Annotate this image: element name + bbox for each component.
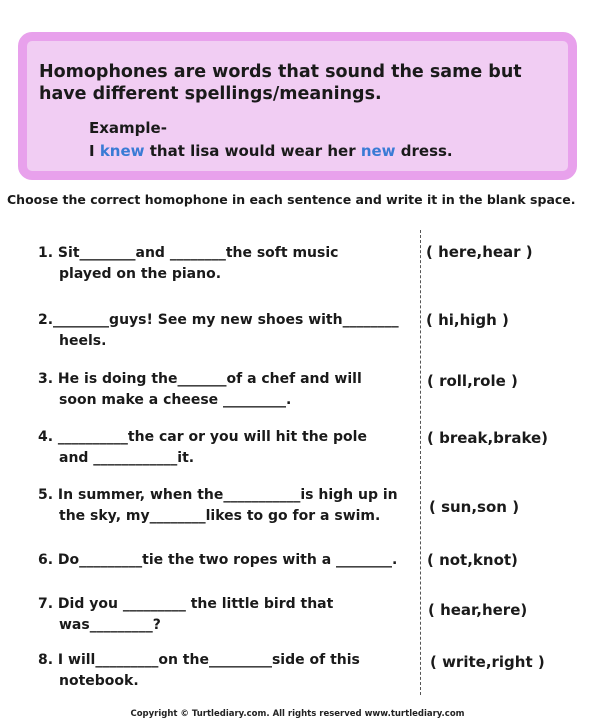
question-line-2: notebook.	[59, 673, 139, 689]
example-pre: I	[89, 142, 100, 160]
question-line-1: 8. I will_________on the_________side of this	[38, 652, 360, 668]
example-label: Example-	[89, 119, 167, 137]
footer-copyright: Copyright © Turtlediary.com. All rights reserved www.turtlediary.com	[130, 709, 465, 719]
example-word-new: new	[360, 142, 396, 160]
question-line-1: 2.________guys! See my new shoes with________	[38, 312, 399, 328]
question-4	[38, 427, 422, 469]
options-3: ( roll,role )	[427, 372, 518, 390]
question-line-1: 6. Do_________tie the two ropes with a ________.	[38, 552, 398, 568]
question-line-2: heels.	[59, 333, 107, 349]
question-5	[38, 485, 422, 527]
question-line-2: was_________?	[59, 617, 161, 633]
instructions: Choose the correct homophone in each sentence and write it in the blank space.	[7, 192, 576, 207]
question-line-2: and ____________it.	[59, 450, 195, 466]
options-6: ( not,knot)	[427, 551, 518, 569]
question-line-1: 5. In summer, when the___________is high up in	[38, 487, 398, 503]
question-line-2: played on the piano.	[59, 266, 222, 282]
example-sentence	[89, 142, 453, 160]
options-1: ( here,hear )	[426, 243, 533, 261]
question-line-2: soon make a cheese _________.	[59, 392, 292, 408]
question-1	[38, 243, 422, 285]
question-line-1: 1. Sit________and ________the soft music	[38, 245, 339, 261]
question-line-1: 3. He is doing the_______of a chef and will	[38, 371, 362, 387]
info-box	[18, 32, 577, 180]
question-7	[38, 594, 422, 636]
example-word-knew: knew	[99, 142, 145, 160]
question-line-2: the sky, my________likes to go for a swim.	[59, 508, 381, 524]
options-7: ( hear,here)	[428, 601, 528, 619]
question-3	[38, 369, 422, 411]
options-5: ( sun,son )	[429, 498, 520, 516]
options-4: ( break,brake)	[427, 429, 549, 447]
example-post: dress.	[395, 142, 453, 160]
question-6	[38, 550, 422, 571]
question-line-1: 4. __________the car or you will hit the pole	[38, 429, 367, 445]
question-2	[38, 310, 422, 352]
options-8: ( write,right )	[430, 653, 545, 671]
example-mid: that lisa would wear her	[144, 142, 361, 160]
question-8	[38, 650, 422, 692]
options-2: ( hi,high )	[426, 311, 509, 329]
intro-text: Homophones are words that sound the same but have different spellings/meanings.	[39, 62, 522, 104]
question-line-1: 7. Did you _________ the little bird that	[38, 596, 334, 612]
